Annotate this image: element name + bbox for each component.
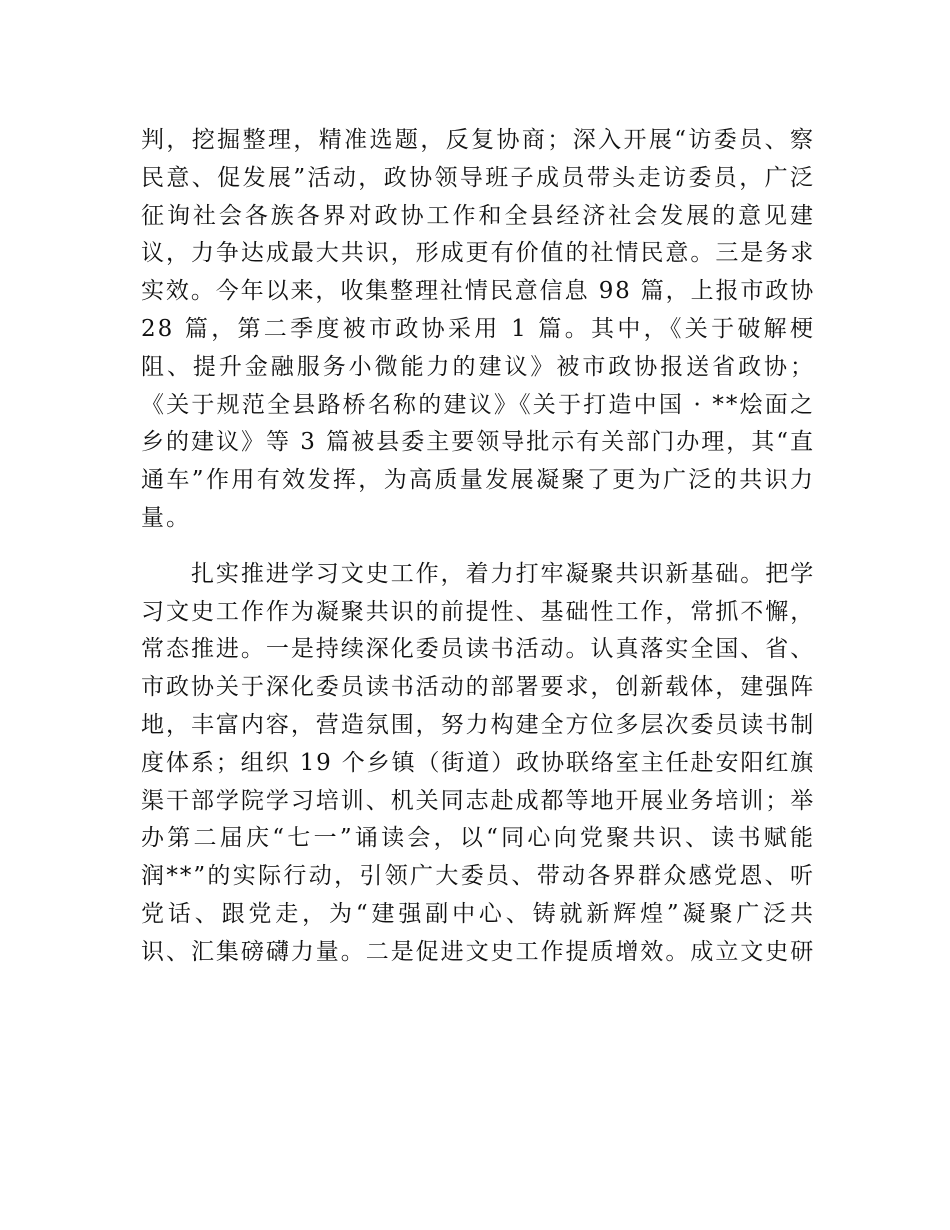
- paragraph-study-history-work: [141, 556, 815, 972]
- text-line: 征询社会各族各界对政协工作和全县经济社会发展的意见建: [141, 202, 815, 229]
- text-line: 通车”作用有效发挥，为高质量发展凝聚了更为广泛的共识力: [141, 467, 815, 494]
- text-line: 《关于规范全县路桥名称的建议》《关于打造中国 · **烩面之: [141, 391, 815, 418]
- text-line: 民意、促发展”活动，政协领导班子成员带头走访委员，广泛: [141, 164, 815, 191]
- text-line: 润**”的实际行动，引领广大委员、带动各界群众感党恩、听: [141, 863, 815, 890]
- text-line: 判，挖掘整理，精准选题，反复协商；深入开展“访委员、察: [141, 127, 815, 153]
- text-line: 办第二届庆“七一”诵读会，以“同心向党聚共识、读书赋能: [141, 825, 815, 852]
- text-line: 乡的建议》等 3 篇被县委主要领导批示有关部门办理，其“直: [141, 429, 816, 456]
- text-line: 渠干部学院学习培训、机关同志赴成都等地开展业务培训；举: [141, 787, 815, 814]
- text-line: 度体系；组织 19 个乡镇（街道）政协联络室主任赴安阳红旗: [141, 749, 815, 776]
- text-line: 阻、提升金融服务小微能力的建议》被市政协报送省政协；: [141, 353, 815, 380]
- text-line: 识、汇集磅礴力量。二是促进文史工作提质增效。成立文史研: [141, 938, 815, 965]
- text-line: 实效。今年以来，收集整理社情民意信息 98 篇，上报市政协: [141, 278, 815, 305]
- text-line: 议，力争达成最大共识，形成更有价值的社情民意。三是务求: [141, 240, 815, 267]
- text-line: 地，丰富内容，营造氛围，努力构建全方位多层次委员读书制: [141, 711, 815, 738]
- document-body: [141, 122, 815, 972]
- text-line: 28 篇，第二季度被市政协采用 1 篇。其中，《关于破解梗: [141, 315, 815, 342]
- text-line: 习文史工作作为凝聚共识的前提性、基础性工作，常抓不懈，: [141, 598, 815, 625]
- text-line: 扎实推进学习文史工作，着力打牢凝聚共识新基础。把学: [141, 560, 815, 587]
- text-line: 常态推进。一是持续深化委员读书活动。认真落实全国、省、: [141, 636, 815, 663]
- text-line: 量。: [141, 504, 191, 531]
- text-line: 市政协关于深化委员读书活动的部署要求，创新载体，建强阵: [141, 674, 815, 701]
- paragraph-social-opinion: [141, 122, 815, 538]
- text-line: 党话、跟党走，为“建强副中心、铸就新辉煌”凝聚广泛共: [141, 900, 815, 927]
